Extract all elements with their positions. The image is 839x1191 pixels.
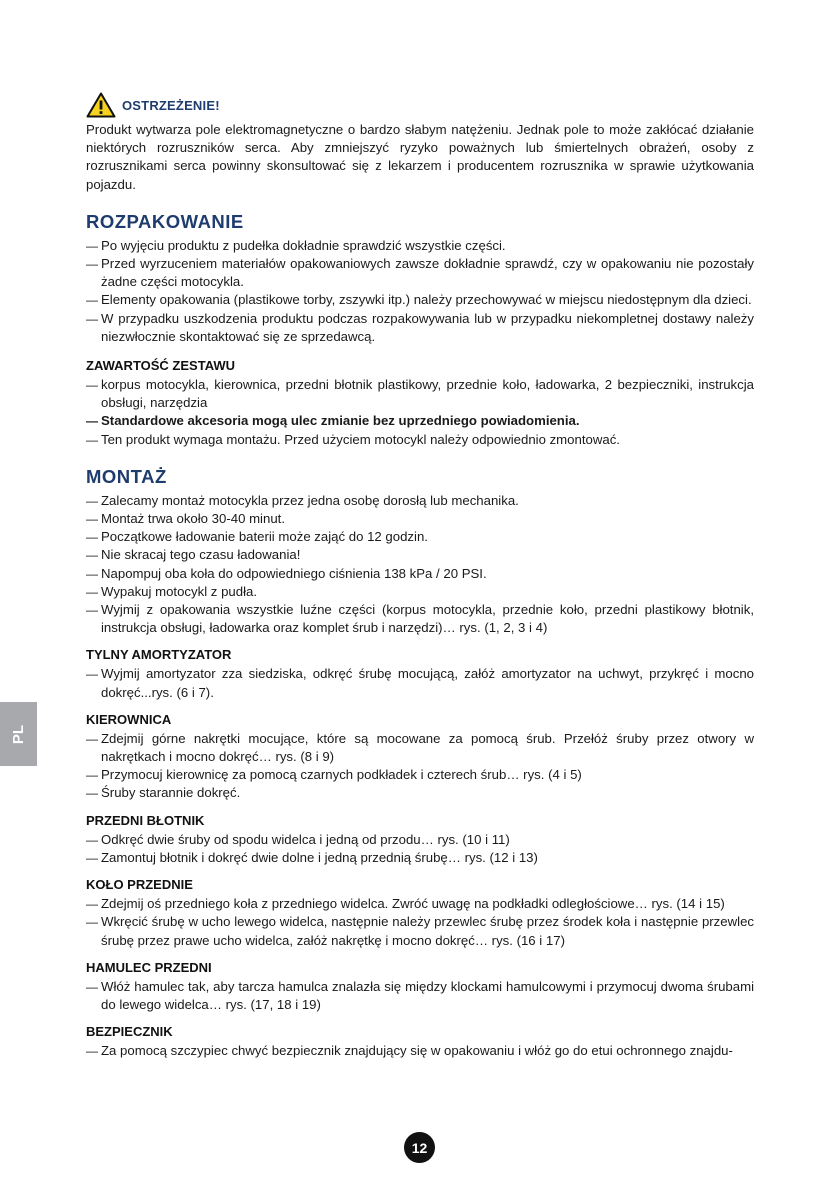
list-item: — Wypakuj motocykl z pudła. bbox=[86, 583, 754, 601]
section-title-contents: ZAWARTOŚĆ ZESTAWU bbox=[86, 358, 236, 374]
list-item: — Odkręć dwie śruby od spodu widelca i jedną od przodu… rys. (10 i 11) bbox=[86, 831, 754, 849]
front-wheel-list bbox=[86, 895, 754, 950]
list-item: — Zdejmij oś przedniego koła z przedniego widelca. Zwróć uwagę na podkładki odległościowe… rys. (14 i 15) bbox=[86, 895, 754, 913]
section-title-front-brake: HAMULEC PRZEDNI bbox=[86, 959, 212, 975]
list-item: — Śruby starannie dokręć. bbox=[86, 784, 754, 802]
list-item: — Przed wyrzuceniem materiałów opakowaniowych zawsze dokładnie sprawdź, czy w opakowaniu nie pozostały żadne części motocykla. bbox=[86, 255, 754, 291]
section-title-unpacking: ROZPAKOWANIE bbox=[86, 210, 244, 232]
section-title-front-wheel: KOŁO PRZEDNIE bbox=[86, 877, 193, 893]
handlebar-list bbox=[86, 730, 754, 803]
list-item-notice: — Standardowe akcesoria mogą ulec zmianie bez uprzedniego powiadomienia. bbox=[86, 412, 754, 430]
section-title-fuse: BEZPIECZNIK bbox=[86, 1024, 173, 1040]
warning-text: Produkt wytwarza pole elektromagnetyczne o bardzo słabym natężeniu. Jednak pole to może zakłócać działanie niektórych rozruszników serca. Aby zmniejszyć ryzyko poważnych lub śmiertelnych obrażeń, osoby z rozrusznikami serca powinny skonsultować się z lekarzem i producentem rozrusznika w sprawie użytkowania pojazdu. bbox=[86, 122, 754, 192]
warning-triangle-icon bbox=[86, 92, 116, 118]
front-fender-list bbox=[86, 831, 754, 867]
list-item: — Początkowe ładowanie baterii może zająć do 12 godzin. bbox=[86, 528, 754, 546]
section-title-rear-shock: TYLNY AMORTYZATOR bbox=[86, 647, 232, 663]
assembly-list bbox=[86, 492, 754, 638]
list-item: — Ten produkt wymaga montażu. Przed użyciem motocykl należy odpowiednio zmontować. bbox=[86, 431, 754, 449]
list-item: — Nie skracaj tego czasu ładowania! bbox=[86, 546, 754, 564]
section-title-front-fender: PRZEDNI BŁOTNIK bbox=[86, 812, 205, 828]
list-item: — Wyjmij z opakowania wszystkie luźne części (korpus motocykla, przednie koło, przedni plastikowy błotnik, instrukcja obsługi, ładowarka oraz komplet śrub i narzędzi)… rys. (1, 2, 3 i 4) bbox=[86, 601, 754, 637]
document-body bbox=[86, 91, 754, 1060]
unpacking-list bbox=[86, 237, 754, 346]
list-item: — Za pomocą szczypiec chwyć bezpiecznik znajdujący się w opakowaniu i włóż go do etui ochronnego znajdu- bbox=[86, 1042, 754, 1060]
fuse-list bbox=[86, 1042, 754, 1060]
list-item: — W przypadku uszkodzenia produktu podczas rozpakowywania lub w przypadku niekompletnej dostawy należy niezwłocznie skontaktować się ze sprzedawcą. bbox=[86, 310, 754, 346]
list-item: — Wkręcić śrubę w ucho lewego widelca, następnie należy przewlec śrubę przez środek koła i następnie przewlec śrubę przez prawe ucho widelca, załóż nakrętkę i mocno dokręć… rys. (16 i 17) bbox=[86, 913, 754, 949]
language-tab-label: PL bbox=[9, 724, 27, 744]
list-item: — Włóż hamulec tak, aby tarcza hamulca znalazła się między klockami hamulcowymi i przymocuj dwoma śrubami do lewego widelca… rys. (17, 18 i 19) bbox=[86, 978, 754, 1014]
front-brake-list bbox=[86, 978, 754, 1014]
list-item: — Przymocuj kierownicę za pomocą czarnych podkładek i czterech śrub… rys. (4 i 5) bbox=[86, 766, 754, 784]
contents-list bbox=[86, 376, 754, 449]
list-item: — Elementy opakowania (plastikowe torby, zszywki itp.) należy przechowywać w miejscu niedostępnym dla dzieci. bbox=[86, 291, 754, 309]
list-item: — Zalecamy montaż motocykla przez jedna osobę dorosłą lub mechanika. bbox=[86, 492, 754, 510]
list-item: — korpus motocykla, kierownica, przedni błotnik plastikowy, przednie koło, ładowarka, 2 bezpieczniki, instrukcja obsługi, narzędzia bbox=[86, 376, 754, 412]
list-item: — Zdejmij górne nakrętki mocujące, które są mocowane za pomocą śrub. Przełóż śruby przez otwory w nakrętkach i mocno dokręć… rys. (8 i 9) bbox=[86, 730, 754, 766]
list-item: — Wyjmij amortyzator zza siedziska, odkręć śrubę mocującą, załóż amortyzator na uchwyt, przykręć i mocno dokręć...rys. (6 i 7). bbox=[86, 665, 754, 701]
list-item: — Montaż trwa około 30-40 minut. bbox=[86, 510, 754, 528]
list-item: — Napompuj oba koła do odpowiedniego ciśnienia 138 kPa / 20 PSI. bbox=[86, 565, 754, 583]
list-item: — Zamontuj błotnik i dokręć dwie dolne i jedną przednią śrubę… rys. (12 i 13) bbox=[86, 849, 754, 867]
warning-title: OSTRZEŻENIE! bbox=[122, 97, 220, 113]
warning-header bbox=[86, 91, 754, 119]
rear-shock-list bbox=[86, 665, 754, 701]
section-title-assembly: MONTAŻ bbox=[86, 465, 167, 487]
section-title-handlebar: KIEROWNICA bbox=[86, 711, 172, 727]
page-number: 12 bbox=[404, 1132, 435, 1163]
language-tab bbox=[0, 702, 37, 766]
list-item: — Po wyjęciu produktu z pudełka dokładnie sprawdzić wszystkie części. bbox=[86, 237, 754, 255]
